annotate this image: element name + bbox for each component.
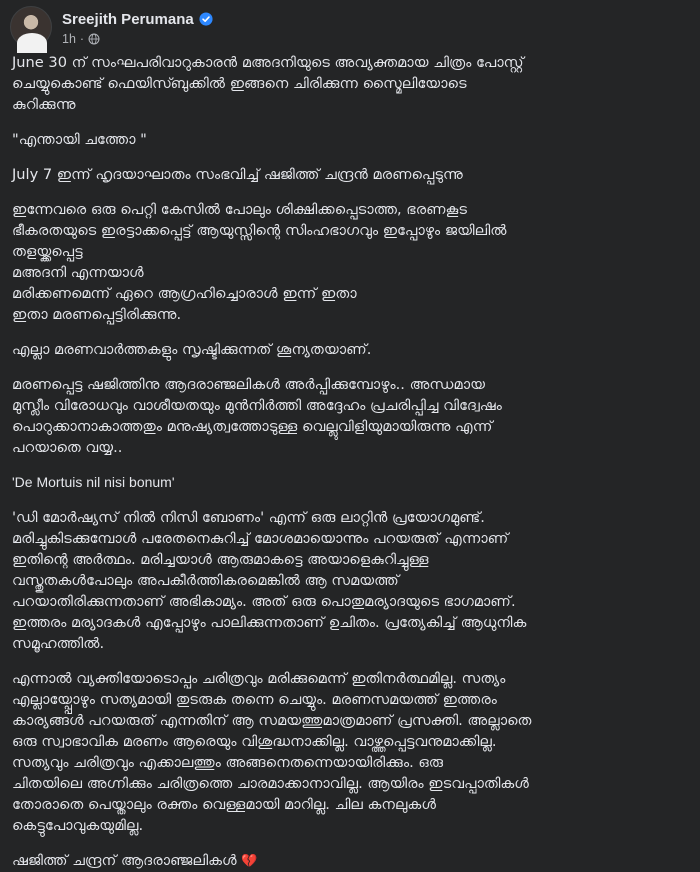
post-header bbox=[10, 6, 690, 50]
post-paragraph: മരണപ്പെട്ട ഷജിത്തിനു ആദരാഞ്ജലികൾ അർപ്പിക്കുമ്പോഴും.. അന്ധമായ മുസ്ലീം വിരോധവും വാശീയതയും മുൻനിർത്തി അദ്ദേഹം പ്രചരിപ്പിച്ച വിദ്വേഷം പൊറുക്കാനാകാത്തതും മനുഷ്യത്വത്തോടുള്ള വെല്ലുവിളിയുമായിരുന്നു എന്ന് പറയാതെ വയ്യ.. bbox=[12, 376, 502, 456]
closing-text: ഷജിത്ത് ചന്ദ്രന് ആദരാഞ്ജലികൾ bbox=[12, 852, 237, 869]
post-text bbox=[12, 52, 688, 872]
post-paragraph: എന്നാൽ വ്യക്തിയോടൊപ്പം ചരിത്രവും മരിക്കുമെന്ന് ഇതിനർത്ഥമില്ല. സത്യം എല്ലായ്പ്പോഴും സത്യമായി തുടരുക തന്നെ ചെയ്യും. മരണസമയത്ത് ഇത്തരം കാര്യങ്ങൾ പറയരുത് എന്നതിന് ആ സമയത്തുമാത്രമാണ് പ്രസക്തി. അല്ലാതെ ഒരു സ്വാഭാവിക മരണം ആരെയും വിശുദ്ധനാക്കില്ല. വാഴ്ത്തപ്പെട്ടവനുമാക്കില്ല. സത്യവും ചരിത്രവും എക്കാലത്തും അങ്ങനെതന്നെയായിരിക്കും. ഒരു ചിതയിലെ അഗ്നിക്കും ചരിത്രത്തെ ചാരമാക്കാനാവില്ല. ആയിരം ഇടവപ്പാതികൾ തോരാതെ പെയ്താലും രക്തം വെള്ളമായി മാറില്ല. ചില കനലുകൾ കെട്ടുപോവുകയുമില്ല. bbox=[12, 670, 532, 834]
post-paragraph: ഇന്നേവരെ ഒരു പെറ്റി കേസിൽ പോലും ശിക്ഷിക്കപ്പെടാത്ത, ഭരണകൂട ഭീകരതയുടെ ഇരട്ടാക്കപ്പെട്ട് ആയുസ്സിന്റെ സിംഹഭാഗവും ഇപ്പോഴും ജയിലിൽ തളയ്ക്കപ്പെട്ട മഅദനി എന്നയാൾ മരിക്കണമെന്ന് ഏറെ ആഗ്രഹിച്ചൊരാൾ ഇന്ന് ഇതാ ഇതാ മരണപ്പെട്ടിരിക്കുന്നു. bbox=[12, 201, 507, 323]
post-paragraph: 'ഡി മോർഷ്യസ് നിൽ നിസി ബോണം' എന്ന് ഒരു ലാറ്റിൻ പ്രയോഗമുണ്ട്. മരിച്ചുകിടക്കുമ്പോൾ പരേതനെകുറിച്ച് മോശമായൊന്നും പറയരുത് എന്നാണ് ഇതിന്റെ അർത്ഥം. മരിച്ചയാൾ ആരുമാകട്ടെ അയാളെകുറിച്ചുള്ള വസ്തുതകൾപോലും അപകീർത്തികരമെങ്കിൽ ആ സമയത്ത് പറയാതിരിക്കുന്നതാണ് അഭികാമ്യം. അത് ഒരു പൊതുമര്യാദയുടെ ഭാഗമാണ്. ഇത്തരം മര്യാദകൾ എപ്പോഴും പാലിക്കുന്നതാണ് ഉചിതം. പ്രത്യേകിച്ച് ആധുനിക സമൂഹത്തിൽ. bbox=[12, 509, 527, 652]
post-meta bbox=[62, 31, 100, 47]
author-avatar[interactable] bbox=[10, 6, 52, 48]
post-paragraph: എല്ലാ മരണവാർത്തകളും സൃഷ്ടിക്കുന്നത് ശൂന്യതയാണ്. bbox=[12, 341, 372, 358]
meta-separator: · bbox=[79, 32, 85, 46]
post-timestamp[interactable]: 1h bbox=[62, 32, 76, 46]
author-name-row bbox=[62, 9, 213, 29]
verified-badge-icon bbox=[199, 12, 213, 26]
globe-icon[interactable] bbox=[88, 33, 100, 45]
closing-line bbox=[12, 850, 688, 872]
post-paragraph: "എന്തായി ചത്തോ " bbox=[12, 131, 147, 148]
post-paragraph: June 30 ന് സംഘപരിവാറുകാരൻ മഅദനിയുടെ അവ്യക്തമായ ചിത്രം പോസ്റ്റ് ചെയ്യുകൊണ്ട് ഫെയിസ്ബുക്കിൽ ഇങ്ങനെ ചിരിക്കുന്ന സ്മൈലിയോടെ കുറിക്കുന്നു bbox=[12, 54, 524, 113]
latin-phrase: 'De Mortuis nil nisi bonum' bbox=[12, 474, 175, 490]
post-paragraph: July 7 ഇന്ന് ഹൃദയാഘാതം സംഭവിച്ച് ഷജിത്ത് ചന്ദ്രൻ മരണപ്പെടുന്നു bbox=[12, 166, 463, 183]
author-name[interactable]: Sreejith Perumana bbox=[62, 10, 194, 28]
broken-heart-icon: 💔 bbox=[241, 854, 258, 869]
avatar-figure bbox=[17, 33, 47, 53]
